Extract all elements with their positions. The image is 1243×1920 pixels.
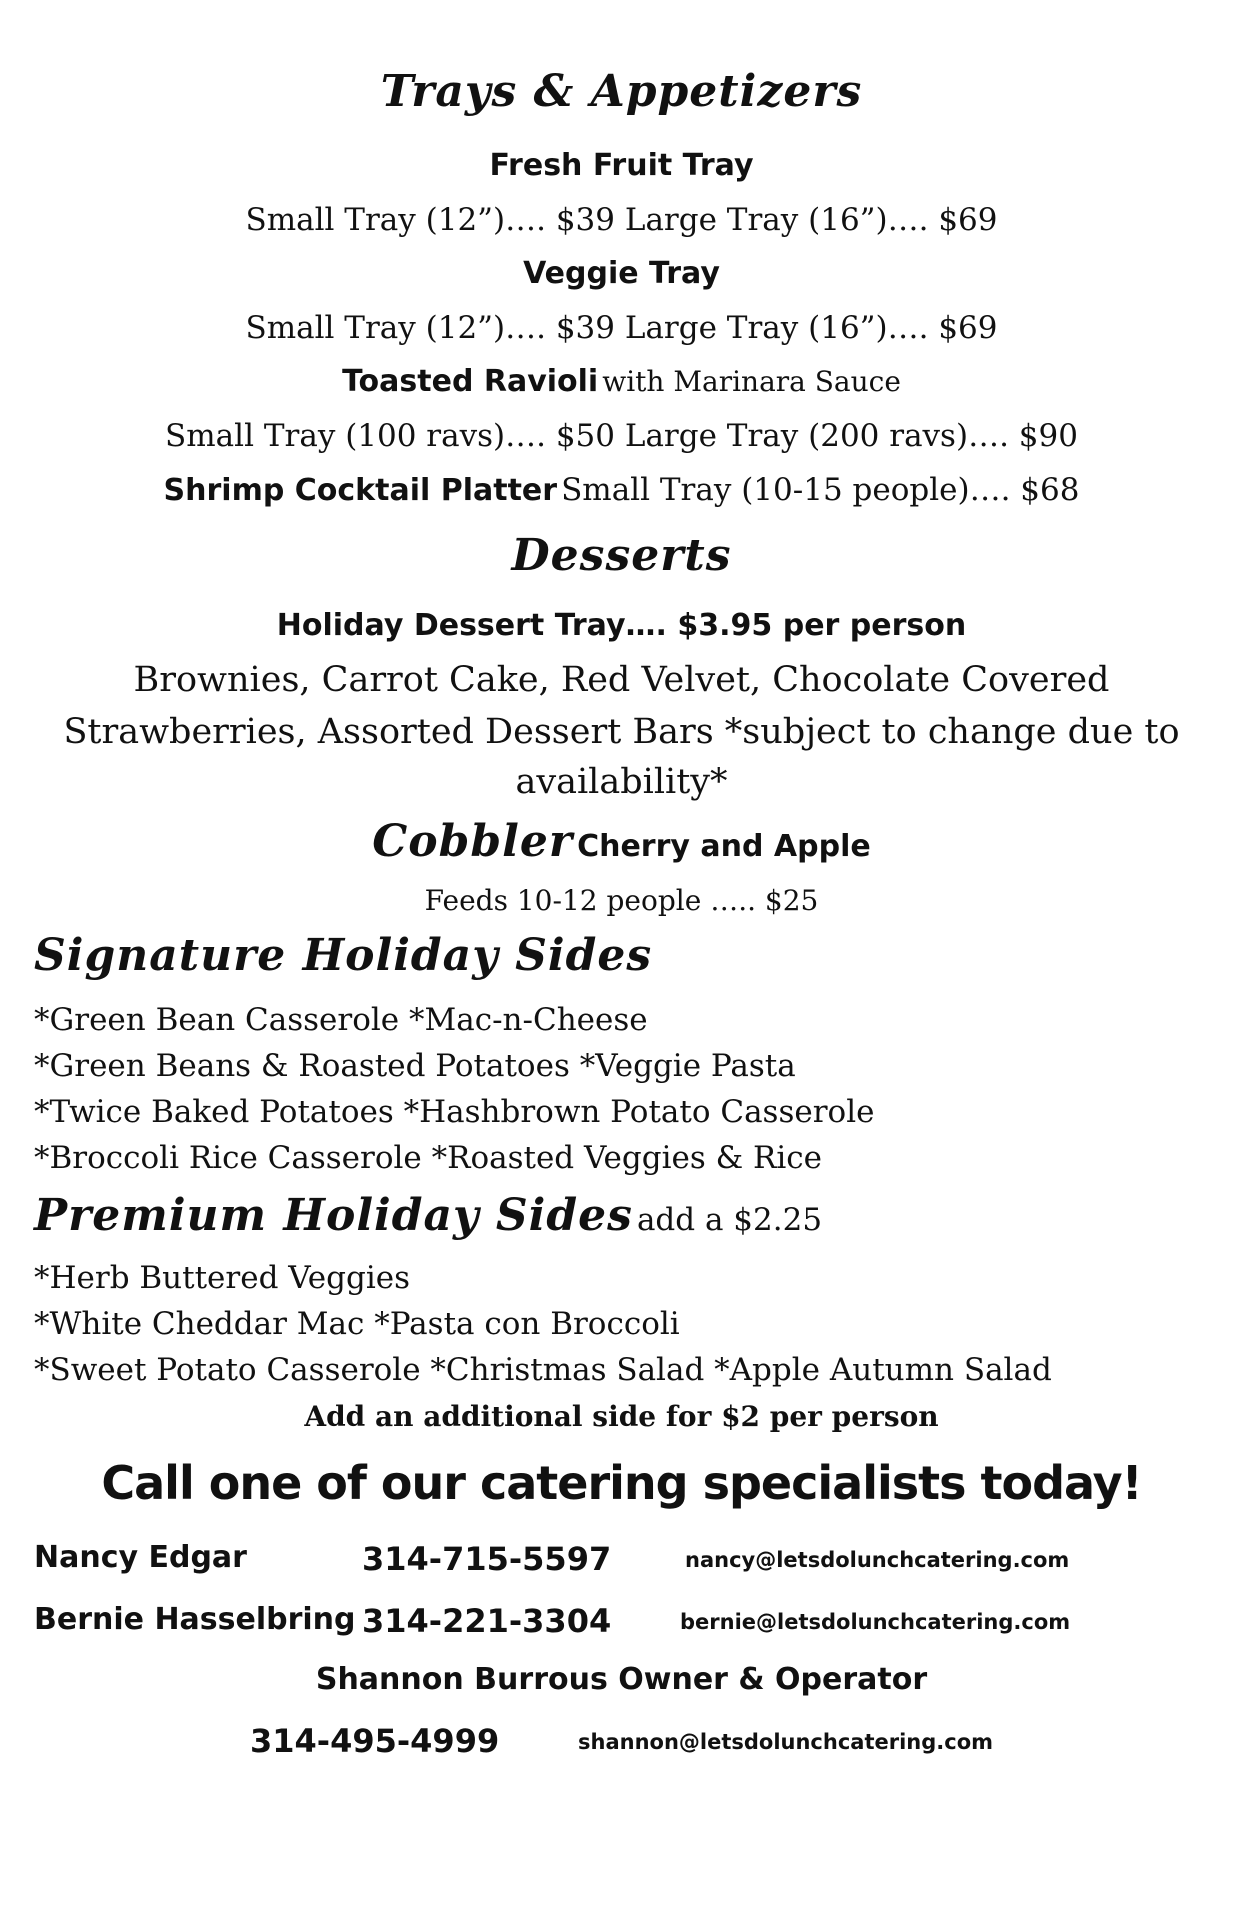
signature-sides-heading: Signature Holiday Sides xyxy=(34,930,653,981)
premium-sides-line: *Sweet Potato Casserole *Christmas Salad *Apple Autumn Salad xyxy=(34,1352,1052,1388)
veggie-tray-title: Veggie Tray xyxy=(523,256,720,291)
dessert-description-3: availability* xyxy=(515,762,728,802)
signature-sides-line: *Green Beans & Roasted Potatoes *Veggie Pasta xyxy=(34,1048,796,1084)
nancy-email: nancy@letsdolunchcatering.com xyxy=(685,1548,1070,1572)
fruit-tray-title: Fresh Fruit Tray xyxy=(489,148,754,183)
cobbler-title: Cobbler xyxy=(372,816,574,867)
premium-sides-heading-line xyxy=(34,1190,822,1241)
premium-sides-line: *Herb Buttered Veggies xyxy=(34,1260,411,1296)
premium-sides-heading: Premium Holiday Sides xyxy=(34,1190,633,1241)
ravioli-note: with Marinara Sauce xyxy=(602,365,901,398)
desserts-heading: Desserts xyxy=(511,530,732,581)
shrimp-prices: Small Tray (10-15 people)…. $68 xyxy=(561,472,1080,508)
signature-sides-line: *Twice Baked Potatoes *Hashbrown Potato Casserole xyxy=(34,1094,875,1130)
holiday-dessert-tray: Holiday Dessert Tray…. $3.95 per person xyxy=(276,608,967,643)
premium-sides-line: *White Cheddar Mac *Pasta con Broccoli xyxy=(34,1306,680,1342)
bernie-phone: 314-221-3304 xyxy=(362,1602,612,1640)
cobbler-line xyxy=(0,816,1243,867)
bernie-email: bernie@letsdolunchcatering.com xyxy=(680,1610,1071,1634)
call-to-action: Call one of our catering specialists today! xyxy=(101,1456,1142,1510)
premium-sides-addon: add a $2.25 xyxy=(636,1202,823,1238)
fruit-tray-prices: Small Tray (12”)…. $39 Large Tray (16”)…. $69 xyxy=(245,202,998,238)
dessert-description-2: Strawberries, Assorted Dessert Bars *subject to change due to xyxy=(63,712,1180,752)
ravioli-title: Toasted Ravioli xyxy=(342,364,599,399)
ravioli-title-line xyxy=(0,364,1243,399)
signature-sides-line: *Broccoli Rice Casserole *Roasted Veggies & Rice xyxy=(34,1140,823,1176)
veggie-tray-prices: Small Tray (12”)…. $39 Large Tray (16”)…. $69 xyxy=(245,310,998,346)
trays-heading: Trays & Appetizers xyxy=(380,66,863,117)
shannon-phone: 314-495-4999 xyxy=(250,1722,500,1760)
shrimp-title: Shrimp Cocktail Platter xyxy=(163,473,558,508)
additional-side-note: Add an additional side for $2 per person xyxy=(304,1400,939,1433)
shrimp-line xyxy=(0,472,1243,508)
bernie-name: Bernie Hasselbring xyxy=(34,1602,356,1637)
signature-sides-line: *Green Bean Casserole *Mac-n-Cheese xyxy=(34,1002,648,1038)
ravioli-prices: Small Tray (100 ravs)…. $50 Large Tray (200 ravs)…. $90 xyxy=(165,418,1078,454)
nancy-name: Nancy Edgar xyxy=(34,1540,247,1575)
nancy-phone: 314-715-5597 xyxy=(362,1540,612,1578)
shannon-email: shannon@letsdolunchcatering.com xyxy=(578,1730,994,1754)
shannon-name-title: Shannon Burrous Owner & Operator xyxy=(315,1662,928,1697)
cobbler-price: Feeds 10-12 people ….. $25 xyxy=(424,884,819,917)
dessert-description-1: Brownies, Carrot Cake, Red Velvet, Chocolate Covered xyxy=(133,660,1110,700)
cobbler-flavors: Cherry and Apple xyxy=(577,829,871,864)
